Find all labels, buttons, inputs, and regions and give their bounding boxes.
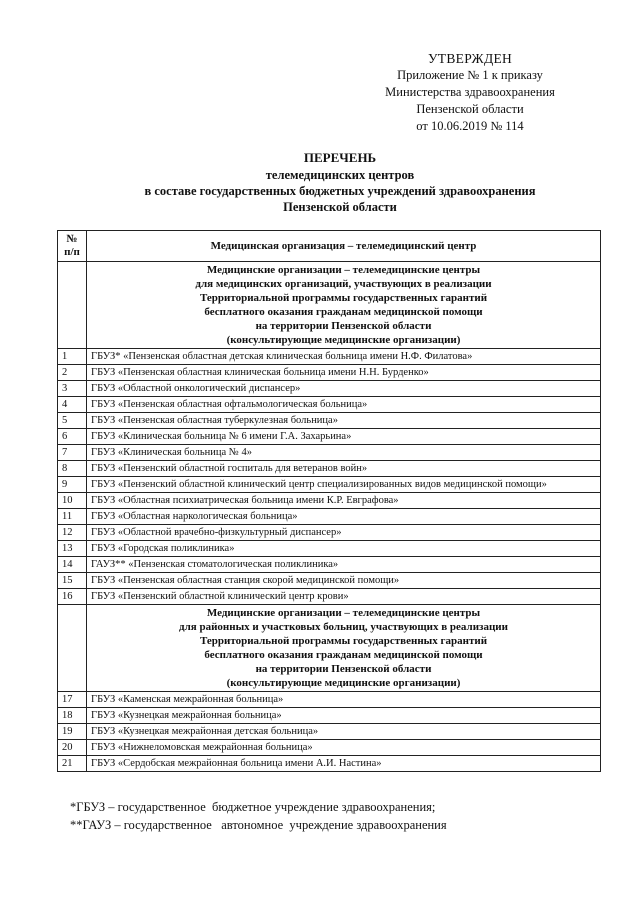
row-number: 14: [58, 557, 87, 573]
organization-name: ГБУЗ* «Пензенская областная детская клиническая больница имени Н.Ф. Филатова»: [87, 349, 601, 365]
organization-name: ГБУЗ «Областная наркологическая больница»: [87, 509, 601, 525]
document-title: [60, 150, 620, 215]
header-organization: Медицинская организация – телемедицинский центр: [87, 231, 601, 262]
organization-name: ГБУЗ «Областной врачебно-физкультурный диспансер»: [87, 525, 601, 541]
table-row: [58, 756, 601, 772]
approval-line-appendix: Приложение № 1 к приказу: [397, 68, 543, 82]
table-row: [58, 413, 601, 429]
organization-name: ГАУЗ** «Пензенская стоматологическая поликлиника»: [87, 557, 601, 573]
table-row: [58, 429, 601, 445]
row-number: 5: [58, 413, 87, 429]
organization-name: ГБУЗ «Нижнеломовская межрайонная больница»: [87, 740, 601, 756]
row-number: 18: [58, 708, 87, 724]
table-row: [58, 509, 601, 525]
table-row: [58, 445, 601, 461]
organization-name: ГБУЗ «Каменская межрайонная больница»: [87, 692, 601, 708]
organizations-table: [57, 230, 601, 772]
row-number: 7: [58, 445, 87, 461]
title-line-1: телемедицинских центров: [265, 168, 415, 182]
table-row: [58, 708, 601, 724]
table-row: [58, 724, 601, 740]
title-line-2: в составе государственных бюджетных учреждений здравоохранения: [144, 184, 536, 198]
row-number: 21: [58, 756, 87, 772]
title-line-3: Пензенской области: [283, 200, 397, 214]
header-number: № п/п: [58, 231, 87, 262]
row-number: 13: [58, 541, 87, 557]
table-row: [58, 349, 601, 365]
approval-stamp: [360, 50, 580, 135]
organization-name: ГБУЗ «Кузнецкая межрайонная больница»: [87, 708, 601, 724]
row-number: 6: [58, 429, 87, 445]
table-row: [58, 541, 601, 557]
table-row: [58, 589, 601, 605]
footnote-gbuz: *ГБУЗ – государственное бюджетное учреждение здравоохранения;: [70, 800, 436, 814]
table-row: [58, 573, 601, 589]
organization-name: ГБУЗ «Пензенская областная клиническая больница имени Н.Н. Бурденко»: [87, 365, 601, 381]
footnote-gauz: **ГАУЗ – государственное автономное учреждение здравоохранения: [70, 818, 447, 832]
title-main: ПЕРЕЧЕНЬ: [303, 150, 377, 165]
footnotes: [70, 798, 447, 834]
table-row: [58, 525, 601, 541]
section-number-cell: [58, 605, 87, 692]
approval-title: УТВЕРЖДЕН: [427, 51, 513, 66]
organization-name: ГБУЗ «Кузнецкая межрайонная детская больница»: [87, 724, 601, 740]
row-number: 2: [58, 365, 87, 381]
table-row: [58, 692, 601, 708]
row-number: 4: [58, 397, 87, 413]
approval-line-region: Пензенской области: [416, 102, 524, 116]
section-header-row: [58, 605, 601, 692]
organization-name: ГБУЗ «Областная психиатрическая больница имени К.Р. Евграфова»: [87, 493, 601, 509]
table-row: [58, 557, 601, 573]
organization-name: ГБУЗ «Клиническая больница № 6 имени Г.А. Захарьина»: [87, 429, 601, 445]
row-number: 3: [58, 381, 87, 397]
organization-name: ГБУЗ «Городская поликлиника»: [87, 541, 601, 557]
organization-name: ГБУЗ «Пензенский областной госпиталь для ветеранов войн»: [87, 461, 601, 477]
table-body: [58, 262, 601, 772]
table-row: [58, 365, 601, 381]
row-number: 19: [58, 724, 87, 740]
section-number-cell: [58, 262, 87, 349]
table-row: [58, 477, 601, 493]
organization-name: ГБУЗ «Пензенская областная туберкулезная больница»: [87, 413, 601, 429]
organization-name: ГБУЗ «Пензенский областной клинический центр специализированных видов медицинской помощи»: [87, 477, 601, 493]
organization-name: ГБУЗ «Пензенский областной клинический центр крови»: [87, 589, 601, 605]
row-number: 11: [58, 509, 87, 525]
row-number: 12: [58, 525, 87, 541]
section-title: Медицинские организации – телемедицинские центры для медицинских организаций, участвующих в реализации Территориальной программы государственных гарантий бесплатного оказания гражданам медицинской помощи на территории Пензенской области (консультирующие медицинские организации): [87, 262, 601, 349]
row-number: 9: [58, 477, 87, 493]
row-number: 8: [58, 461, 87, 477]
table-row: [58, 493, 601, 509]
table-row: [58, 381, 601, 397]
organization-name: ГБУЗ «Пензенская областная станция скорой медицинской помощи»: [87, 573, 601, 589]
table-row: [58, 397, 601, 413]
organization-name: ГБУЗ «Пензенская областная офтальмологическая больница»: [87, 397, 601, 413]
row-number: 16: [58, 589, 87, 605]
table-header-row: [58, 231, 601, 262]
row-number: 17: [58, 692, 87, 708]
table-row: [58, 461, 601, 477]
approval-line-date: от 10.06.2019 № 114: [416, 119, 524, 133]
organization-name: ГБУЗ «Сердобская межрайонная больница имени А.И. Настина»: [87, 756, 601, 772]
section-header-row: [58, 262, 601, 349]
row-number: 15: [58, 573, 87, 589]
row-number: 20: [58, 740, 87, 756]
organization-name: ГБУЗ «Клиническая больница № 4»: [87, 445, 601, 461]
approval-line-ministry: Министерства здравоохранения: [385, 85, 555, 99]
organization-name: ГБУЗ «Областной онкологический диспансер»: [87, 381, 601, 397]
table-row: [58, 740, 601, 756]
section-title: Медицинские организации – телемедицинские центры для районных и участковых больниц, участвующих в реализации Территориальной программы государственных гарантий бесплатного оказания гражданам медицинской помощи на территории Пензенской области (консультирующие медицинские организации): [87, 605, 601, 692]
row-number: 1: [58, 349, 87, 365]
row-number: 10: [58, 493, 87, 509]
